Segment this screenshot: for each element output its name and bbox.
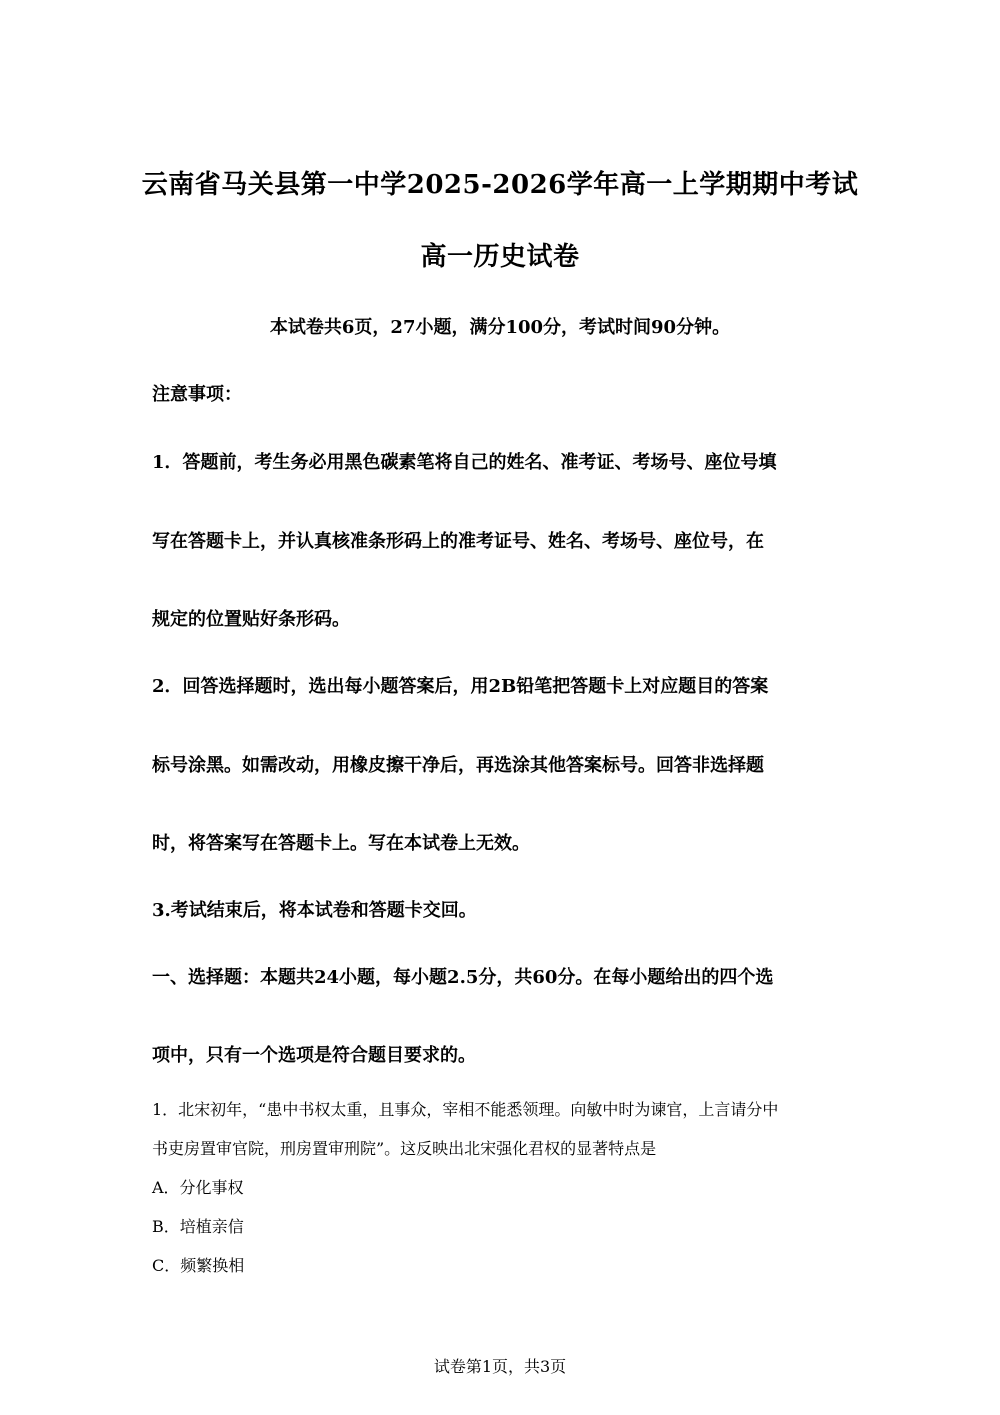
exam-subtitle: 高一历史试卷 xyxy=(420,242,580,272)
notice-item-1-line-2: 写在答题卡上，并认真核准条形码上的准考证号、姓名、考场号、座位号，在 xyxy=(152,531,764,552)
exam-title: 云南省马关县第一中学2025-2026学年高一上学期期中考试 xyxy=(141,170,859,200)
notice-item-2-line-2: 标号涂黑。如需改动，用橡皮擦干净后，再选涂其他答案标号。回答非选择题 xyxy=(152,755,764,776)
notice-item-3-line-1: 3.考试结束后，将本试卷和答题卡交回。 xyxy=(152,900,477,921)
notice-heading: 注意事项： xyxy=(152,384,242,405)
page-footer: 试卷第1页，共3页 xyxy=(433,1357,567,1376)
notice-item-1-line-1: 1．答题前，考生务必用黑色碳素笔将自己的姓名、准考证、考场号、座位号填 xyxy=(152,452,777,473)
section-heading-line-2: 项中，只有一个选项是符合题目要求的。 xyxy=(152,1045,476,1066)
question-1-option-b: B．培植亲信 xyxy=(152,1217,244,1236)
question-1-stem-line-2: 书吏房置审官院，刑房置审刑院”。这反映出北宋强化君权的显著特点是 xyxy=(152,1139,657,1158)
exam-intro: 本试卷共6页，27小题，满分100分，考试时间90分钟。 xyxy=(269,317,731,338)
notice-item-2-line-3: 时，将答案写在答题卡上。写在本试卷上无效。 xyxy=(152,833,530,854)
question-1-stem-line-1: 1．北宋初年，“患中书权太重，且事众，宰相不能悉领理。向敏中时为谏官，上言请分中 xyxy=(152,1100,779,1119)
question-1-option-a: A．分化事权 xyxy=(152,1178,244,1197)
notice-item-2-line-1: 2．回答选择题时，选出每小题答案后，用2B铅笔把答题卡上对应题目的答案 xyxy=(152,676,769,697)
question-1-option-c: C．频繁换相 xyxy=(152,1256,245,1275)
notice-item-1-line-3: 规定的位置贴好条形码。 xyxy=(152,609,350,630)
section-heading-line-1: 一、选择题：本题共24小题，每小题2.5分，共60分。在每小题给出的四个选 xyxy=(152,967,774,988)
